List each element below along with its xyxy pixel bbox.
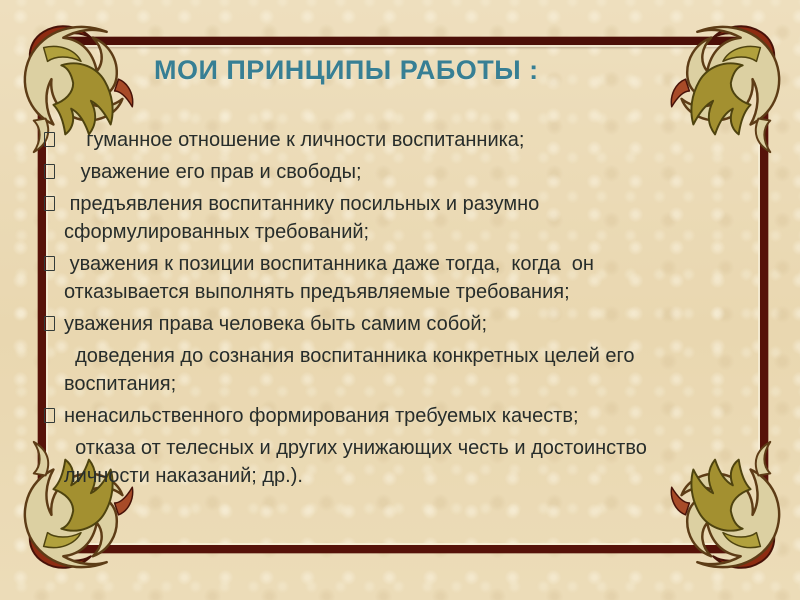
bullet-box-icon — [44, 164, 55, 179]
principles-list — [44, 126, 716, 494]
bullet-box-icon — [44, 196, 55, 211]
list-item — [44, 310, 716, 338]
list-item — [44, 402, 716, 430]
bullet-box-icon — [44, 256, 55, 271]
slide-title: МОИ ПРИНЦИПЫ РАБОТЫ : — [154, 55, 539, 85]
list-item-text: предъявления воспитаннику посильных и разумно сформулированных требований; — [64, 193, 545, 243]
bullet-box-icon — [44, 408, 55, 423]
list-item-text: уважения к позиции воспитанника даже тогда, когда он отказывается выполнять предъявляемые требования; — [64, 253, 600, 303]
list-item — [44, 190, 716, 246]
list-item — [44, 250, 716, 306]
list-item-text: ненасильственного формирования требуемых качеств; — [64, 405, 579, 427]
list-item — [44, 434, 716, 490]
list-item — [44, 158, 716, 186]
list-item — [44, 126, 716, 154]
list-item-text: гуманное отношение к личности воспитанника; — [64, 129, 525, 151]
bullet-box-icon — [44, 132, 55, 147]
list-item — [44, 342, 716, 398]
list-item-text: доведения до сознания воспитанника конкретных целей его воспитания; — [64, 345, 641, 395]
list-item-text: уважение его прав и свободы; — [64, 161, 362, 183]
list-item-text: отказа от телесных и других унижающих честь и достоинство личности наказаний; др.). — [64, 437, 653, 487]
bullet-box-icon — [44, 316, 55, 331]
list-item-text: уважения права человека быть самим собой; — [64, 313, 488, 335]
